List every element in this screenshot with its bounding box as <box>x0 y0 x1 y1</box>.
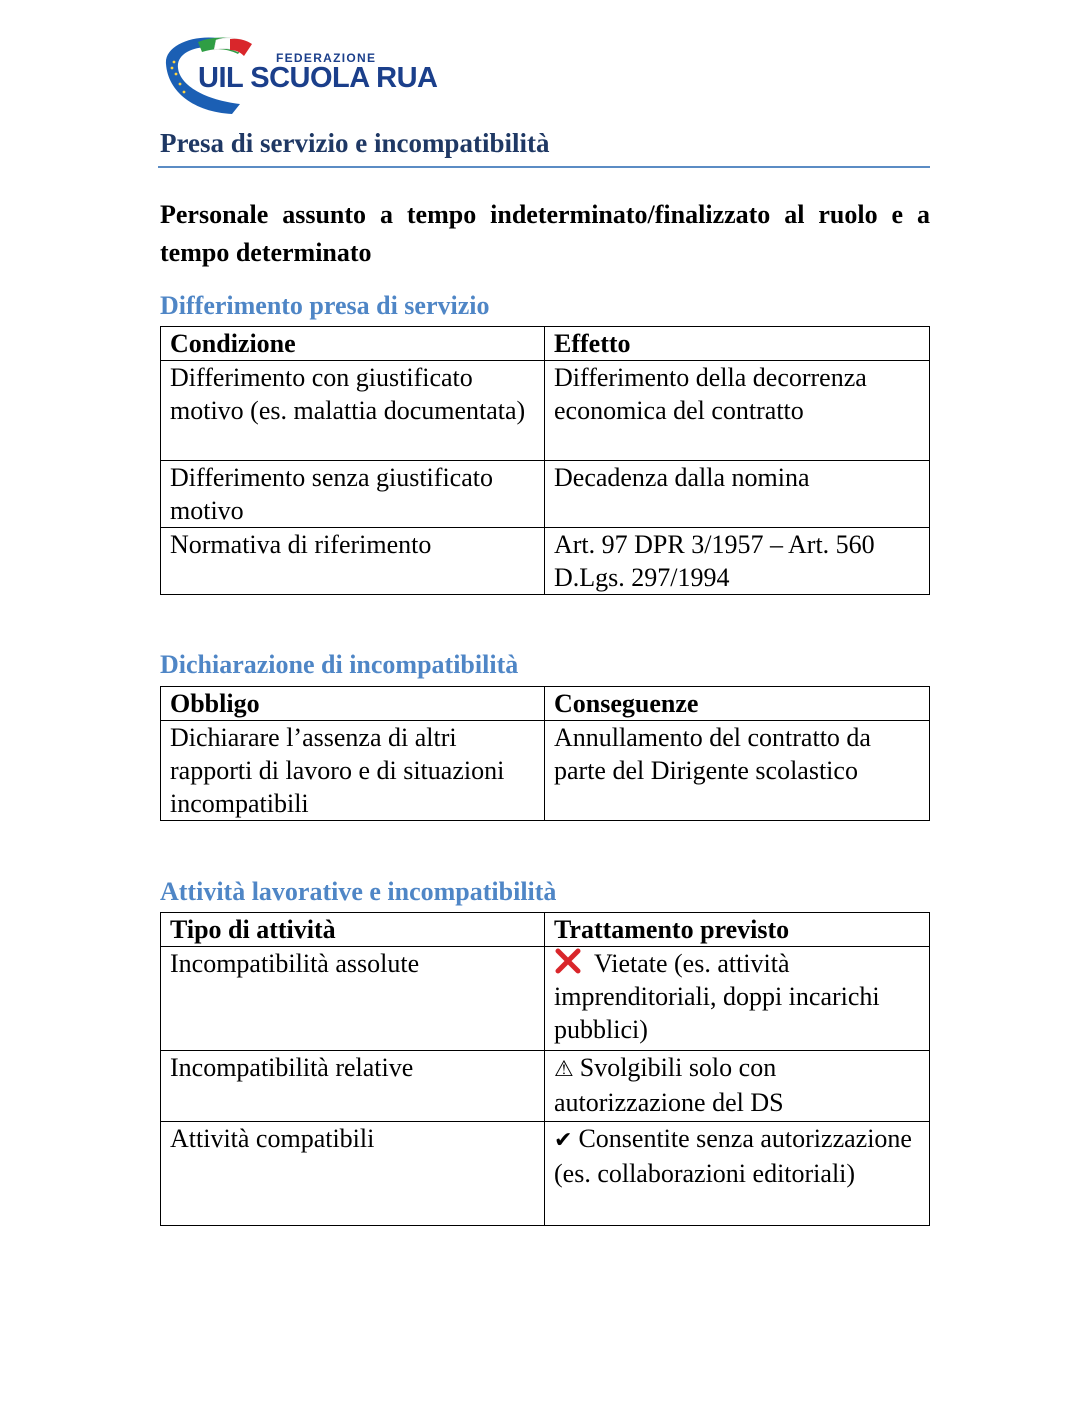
title-divider <box>158 166 930 168</box>
table-row <box>161 1051 930 1122</box>
table-cell: Incompatibilità relative <box>161 1051 545 1122</box>
table-row <box>161 947 930 1051</box>
table-cell <box>545 947 930 1051</box>
table-header-row <box>161 687 930 721</box>
section-heading-attivita: Attività lavorative e incompatibilità <box>160 877 557 906</box>
page-title: Presa di servizio e incompatibilità <box>160 128 550 158</box>
column-header: Tipo di attività <box>161 913 545 947</box>
table-cell: Annullamento del contratto da parte del Dirigente scolastico <box>545 721 930 821</box>
logo-name-text: UIL SCUOLA RUA <box>198 62 438 94</box>
table-cell: Attività compatibili <box>161 1122 545 1226</box>
table-cell: Incompatibilità assolute <box>161 947 545 1051</box>
table-cell: Decadenza dalla nomina <box>545 461 930 528</box>
attivita-table <box>160 912 930 1226</box>
column-header: Effetto <box>545 327 930 361</box>
treatment-text: Consentite senza autorizzazione (es. collaborazioni editoriali) <box>554 1124 912 1188</box>
column-header: Trattamento previsto <box>545 913 930 947</box>
table-row <box>161 528 930 595</box>
table-header-row <box>161 913 930 947</box>
column-header: Conseguenze <box>545 687 930 721</box>
differimento-table <box>160 326 930 595</box>
table-row <box>161 461 930 528</box>
table-cell: Art. 97 DPR 3/1957 – Art. 560 D.Lgs. 297/1994 <box>545 528 930 595</box>
uil-scuola-rua-logo <box>158 34 448 118</box>
treatment-text: Svolgibili solo con autorizzazione del DS <box>554 1053 784 1117</box>
table-cell: Dichiarare l’assenza di altri rapporti di lavoro e di situazioni incompatibili <box>161 721 545 821</box>
table-cell: Normativa di riferimento <box>161 528 545 595</box>
section-heading-dichiarazione: Dichiarazione di incompatibilità <box>160 650 519 679</box>
table-cell <box>545 1051 930 1122</box>
table-row <box>161 361 930 461</box>
table-row <box>161 721 930 821</box>
check-mark-icon: ✔ <box>554 1128 573 1153</box>
cross-mark-icon <box>554 947 582 975</box>
treatment-text: Vietate (es. attività imprenditoriali, doppi incarichi pubblici) <box>554 949 880 1044</box>
section-heading-differimento: Differimento presa di servizio <box>160 291 490 320</box>
dichiarazione-table <box>160 686 930 821</box>
table-cell: Differimento con giustificato motivo (es. malattia documentata) <box>161 361 545 461</box>
warning-icon: ⚠ <box>554 1057 574 1082</box>
table-cell: Differimento senza giustificato motivo <box>161 461 545 528</box>
column-header: Obbligo <box>161 687 545 721</box>
table-row <box>161 1122 930 1226</box>
table-header-row <box>161 327 930 361</box>
intro-paragraph: Personale assunto a tempo indeterminato/finalizzato al ruolo e a tempo determinato <box>160 200 930 267</box>
table-cell: Differimento della decorrenza economica del contratto <box>545 361 930 461</box>
logo-federazione-text: FEDERAZIONE <box>276 51 377 65</box>
column-header: Condizione <box>161 327 545 361</box>
table-cell <box>545 1122 930 1226</box>
